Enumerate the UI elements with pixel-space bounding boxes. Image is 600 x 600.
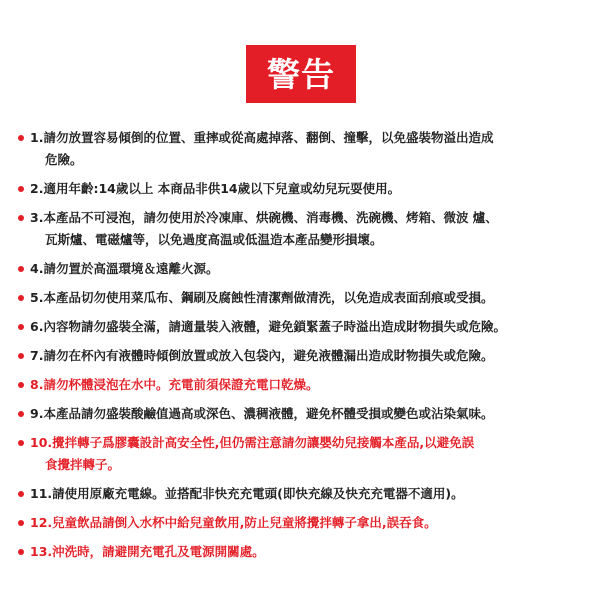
warning-item-text: 3.本產品不可浸泡，請勿使用於冷凍庫、烘碗機、消毒機、洗碗機、烤箱、微波 爐、 (30, 210, 498, 225)
warning-item (18, 483, 590, 505)
bullet-dot-icon (18, 440, 24, 446)
warning-item (18, 178, 590, 200)
warning-item-text: 13.沖洗時，請避開充電孔及電源開關處。 (30, 544, 265, 559)
warning-title: 警告 (267, 54, 335, 94)
warning-item-text: 4.請勿置於高溫環境＆遠離火源。 (30, 261, 219, 276)
warning-item (18, 258, 590, 280)
warning-item (18, 541, 590, 563)
bullet-dot-icon (18, 491, 24, 497)
bullet-dot-icon (18, 382, 24, 388)
warning-item (18, 403, 590, 425)
warning-item (18, 316, 590, 338)
bullet-dot-icon (18, 324, 24, 330)
warning-item-text: 11.請使用原廠充電線。並搭配非快充充電頭(即快充線及快充充電器不適用)。 (30, 486, 464, 501)
warning-item-text: 8.請勿杯體浸泡在水中。充電前須保證充電口乾燥。 (30, 377, 319, 392)
warning-item-text-continued: 瓦斯爐、電磁爐等，以免過度高温或低温造本產品變形損壞。 (45, 232, 383, 247)
warning-item (18, 432, 590, 476)
warning-item-text: 10.攪拌轉子爲膠囊設計高安全性,但仍需注意請勿讓嬰幼兒接觸本產品,以避免誤 (30, 435, 475, 450)
warning-item (18, 127, 590, 171)
warning-item-text: 5.本產品切勿使用菜瓜布、鋼刷及腐蝕性清潔劑做清洗，以免造成表面刮痕或受損。 (30, 290, 494, 305)
warning-item (18, 512, 590, 534)
bullet-dot-icon (18, 215, 24, 221)
bullet-dot-icon (18, 135, 24, 141)
bullet-dot-icon (18, 295, 24, 301)
warning-title-box (246, 45, 356, 103)
warning-list (18, 127, 590, 570)
warning-item-text: 7.請勿在杯內有液體時傾倒放置或放入包袋內，避免液體漏出造成財物損失或危險。 (30, 348, 494, 363)
bullet-dot-icon (18, 353, 24, 359)
warning-item (18, 207, 590, 251)
bullet-dot-icon (18, 520, 24, 526)
warning-item-text-continued: 危險。 (45, 152, 83, 167)
warning-item-text: 9.本產品請勿盛裝酸鹼值過高或深色、濃稠液體，避免杯體受損或變色或沾染氣味。 (30, 406, 494, 421)
warning-item-text: 12.兒童飲品請倒入水杯中給兒童飲用,防止兒童將攪拌轉子拿出,誤吞食。 (30, 515, 437, 530)
warning-item-text-continued: 食攪拌轉子。 (45, 457, 121, 472)
warning-item (18, 374, 590, 396)
warning-item-text: 1.請勿放置容易傾倒的位置、重摔或從高處掉落、翻倒、撞擊，以免盛裝物溢出造成 (30, 130, 494, 145)
warning-item-text: 2.適用年齡:14歲以上 本商品非供14歲以下兒童或幼兒玩耍使用。 (30, 181, 401, 196)
warning-item (18, 345, 590, 367)
warning-item (18, 287, 590, 309)
bullet-dot-icon (18, 186, 24, 192)
bullet-dot-icon (18, 411, 24, 417)
warning-item-text: 6.內容物請勿盛裝全滿，請適量裝入液體，避免鎖緊蓋子時溢出造成財物損失或危險。 (30, 319, 506, 334)
bullet-dot-icon (18, 549, 24, 555)
bullet-dot-icon (18, 266, 24, 272)
